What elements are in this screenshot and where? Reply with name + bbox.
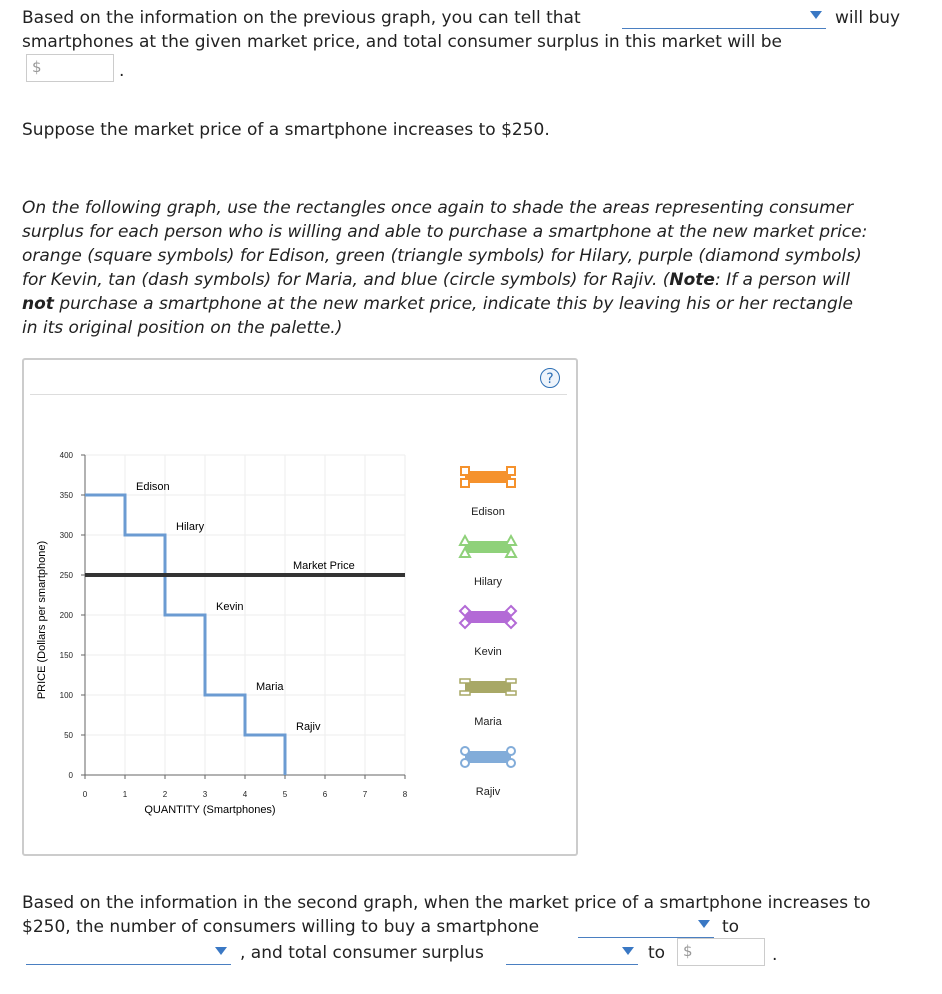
y-tick-label: 150: [59, 651, 73, 660]
palette-rect: [465, 611, 511, 623]
x-tick-label: 4: [242, 790, 248, 799]
kevin-label: Kevin: [216, 601, 244, 613]
palette-rect: [465, 541, 511, 553]
x-tick-label: 2: [162, 790, 168, 799]
note-label: Note: [669, 270, 715, 290]
instructions-text: purchase a smartphone at the new market price, indicate this by leaving his or her rectangle: [53, 294, 853, 314]
not-word: not: [22, 294, 54, 314]
dash-symbol-icon: [460, 691, 470, 695]
instructions-text: for Kevin, tan (dash symbols) for Maria, and blue (circle symbols) for Rajiv. (: [22, 270, 670, 290]
dash-symbol-icon: [506, 691, 516, 695]
consumers-change-dropdown[interactable]: [578, 915, 714, 938]
q1-text-part3: smartphones at the given market price, and total consumer surplus in this market will be: [22, 32, 782, 52]
rectangle-palette: [460, 467, 516, 798]
q2-to1: to: [722, 917, 740, 937]
square-symbol-icon: [461, 467, 469, 475]
demand-steps: [85, 495, 285, 775]
x-tick-label: 6: [322, 790, 328, 799]
dollar-sign: $: [683, 942, 693, 960]
palette-label: Hilary: [473, 576, 503, 588]
edison-label: Edison: [136, 481, 170, 493]
x-axis-label: QUANTITY (Smartphones): [144, 804, 276, 816]
y-tick-label: 100: [59, 691, 73, 700]
q2-line2: $250, the number of consumers willing to buy a smartphone: [22, 917, 540, 937]
price-change-text: Suppose the market price of a smartphone increases to $250.: [22, 120, 550, 140]
x-tick-label: 1: [122, 790, 128, 799]
circle-symbol-icon: [507, 747, 515, 755]
square-symbol-icon: [461, 479, 469, 487]
dollar-sign: $: [32, 58, 42, 76]
palette-label: Maria: [474, 716, 502, 728]
y-tick-label: 250: [59, 571, 73, 580]
palette-rect: [465, 471, 511, 483]
palette-item-edison[interactable]: [461, 467, 515, 487]
x-tick-label: 8: [402, 790, 408, 799]
rajiv-label: Rajiv: [296, 721, 321, 733]
demand-step-line: [85, 495, 285, 775]
palette-rect: [465, 681, 511, 693]
q2-to2: to: [648, 943, 666, 963]
circle-symbol-icon: [507, 759, 515, 767]
q2-period: .: [772, 945, 778, 965]
triangle-symbol-icon: [506, 536, 516, 545]
q1-text-part2: will buy: [835, 8, 901, 28]
new-surplus-input[interactable]: [677, 938, 765, 966]
palette-item-maria[interactable]: [460, 679, 516, 695]
x-tick-label: 0: [82, 790, 88, 799]
palette-label: Kevin: [474, 646, 502, 658]
tick-labels: [60, 451, 408, 799]
instructions-line: orange (square symbols) for Edison, green (triangle symbols) for Hilary, purple (diamond symbols): [22, 246, 862, 266]
y-tick-label: 0: [68, 771, 73, 780]
q1-text-part1: Based on the information on the previous graph, you can tell that: [22, 8, 581, 28]
y-tick-label: 200: [59, 611, 73, 620]
y-tick-label: 350: [59, 491, 73, 500]
instructions-line: surplus for each person who is willing and able to purchase a smartphone at the new market price:: [22, 222, 868, 242]
y-axis-label: PRICE (Dollars per smartphone): [36, 540, 48, 700]
y-tick-label: 300: [59, 531, 73, 540]
surplus-change-dropdown[interactable]: [506, 942, 638, 965]
x-tick-label: 3: [202, 790, 208, 799]
triangle-symbol-icon: [460, 536, 470, 545]
hilary-label: Hilary: [176, 521, 205, 533]
q2-line1: Based on the information in the second graph, when the market price of a smartphone increases to: [22, 893, 871, 913]
q2-comma: , and total consumer surplus: [240, 943, 484, 963]
palette-item-hilary[interactable]: [460, 536, 516, 557]
square-symbol-icon: [507, 479, 515, 487]
palette-label: Rajiv: [475, 786, 501, 798]
dash-symbol-icon: [506, 679, 516, 683]
palette-label: Edison: [471, 506, 505, 518]
help-icon[interactable]: ?: [540, 368, 560, 388]
chevron-down-icon: [698, 920, 710, 928]
y-tick-label: 50: [64, 731, 73, 740]
x-tick-label: 7: [362, 790, 368, 799]
market-price-label: Market Price: [293, 560, 355, 572]
chevron-down-icon: [215, 947, 227, 955]
consumers-count-dropdown[interactable]: [26, 942, 231, 965]
instructions-line: On the following graph, use the rectangles once again to shade the areas representing consumer: [22, 198, 854, 218]
square-symbol-icon: [507, 467, 515, 475]
chevron-down-icon: [622, 947, 634, 955]
x-tick-label: 5: [282, 790, 288, 799]
palette-rect: [465, 751, 511, 763]
dash-symbol-icon: [460, 679, 470, 683]
chart-axes: [81, 455, 405, 779]
circle-symbol-icon: [461, 759, 469, 767]
y-tick-label: 400: [59, 451, 73, 460]
instructions-text: : If a person will: [714, 270, 851, 290]
palette-item-kevin[interactable]: [460, 606, 516, 628]
palette-item-rajiv[interactable]: [461, 747, 515, 767]
instructions-line: in its original position on the palette.): [22, 318, 343, 338]
maria-label: Maria: [256, 681, 284, 693]
circle-symbol-icon: [461, 747, 469, 755]
q1-period: .: [119, 61, 125, 81]
